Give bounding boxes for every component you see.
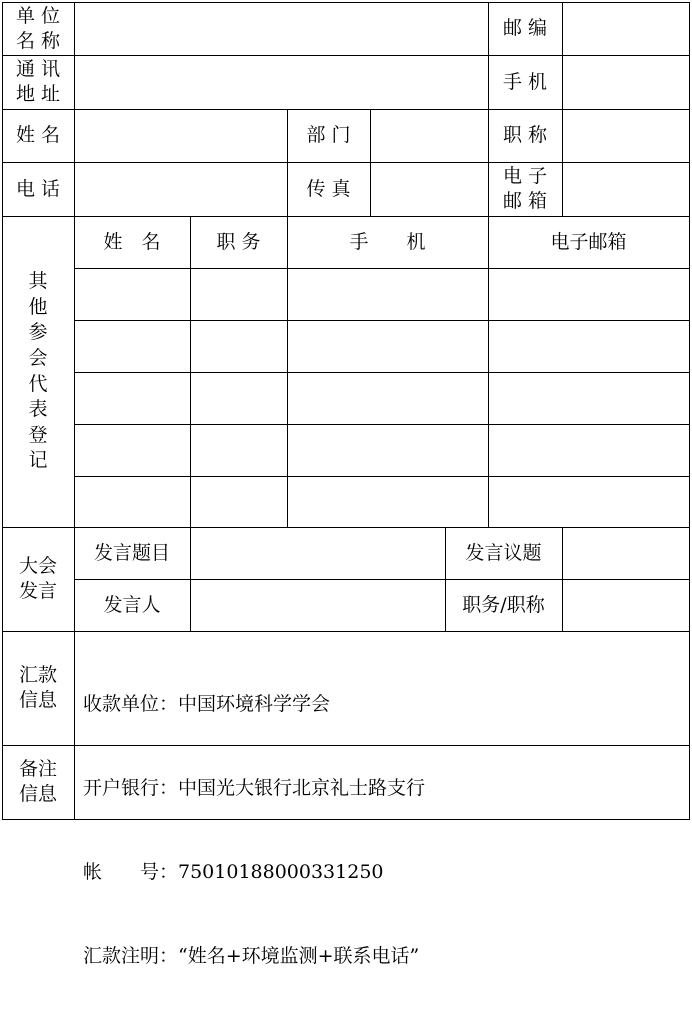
delegate-position-field[interactable] — [191, 321, 286, 371]
section-label-char: 登 — [28, 423, 48, 446]
email-label — [488, 162, 562, 216]
speaker-position-label: 职务/职称 — [462, 593, 545, 616]
org-name-field[interactable] — [75, 3, 487, 54]
speech-label-text: 大会 发言 — [18, 555, 57, 602]
org-name-label-text: 单 位 名 称 — [15, 4, 61, 52]
delegate-email-field[interactable] — [489, 269, 688, 319]
delegate-mobile-field[interactable] — [288, 373, 487, 423]
delegate-email-field[interactable] — [489, 321, 688, 371]
delegate-name-field[interactable] — [75, 425, 189, 475]
section-label-char: 表 — [28, 398, 48, 421]
remittance-info — [83, 634, 425, 1026]
name-field[interactable] — [75, 110, 286, 161]
title-field[interactable] — [563, 110, 689, 161]
delegates-col-name: 姓 名 — [103, 230, 161, 253]
account-text: 帐 号：75010188000331250 — [83, 861, 384, 883]
postcode-field[interactable] — [563, 3, 689, 54]
speech-topic-label: 发言题目 — [93, 541, 170, 564]
delegate-email-field[interactable] — [489, 477, 688, 526]
remittance-label-text: 汇款 信息 — [18, 664, 57, 711]
phone-label: 电 话 — [15, 177, 61, 200]
mobile-label: 手 机 — [502, 70, 548, 93]
address-field[interactable] — [75, 56, 487, 108]
postcode-label: 邮 编 — [502, 17, 548, 40]
remarks-label — [2, 745, 74, 819]
name-label: 姓 名 — [15, 124, 61, 147]
section-label-char: 记 — [28, 449, 48, 472]
speaker-label: 发言人 — [103, 593, 161, 616]
delegate-position-field[interactable] — [191, 373, 286, 423]
section-label-char: 参 — [28, 321, 48, 344]
delegate-name-field[interactable] — [75, 269, 189, 319]
speech-label — [2, 527, 74, 631]
section-label-char: 其 — [28, 269, 48, 292]
delegate-name-field[interactable] — [75, 373, 189, 423]
speech-issue-field[interactable] — [563, 528, 689, 578]
title-label: 职 称 — [502, 124, 548, 147]
phone-field[interactable] — [75, 163, 286, 215]
delegate-position-field[interactable] — [191, 269, 286, 319]
delegate-mobile-field[interactable] — [288, 477, 487, 526]
address-label-text: 通 讯 地 址 — [15, 58, 61, 105]
remittance-label — [2, 631, 74, 745]
delegate-name-field[interactable] — [75, 477, 189, 526]
department-label: 部 门 — [306, 124, 351, 147]
speech-issue-label: 发言议题 — [465, 541, 542, 564]
delegates-col-mobile: 手 机 — [349, 230, 426, 253]
bank-text: 开户银行：中国光大银行北京礼士路支行 — [83, 777, 426, 799]
section-label-char: 会 — [28, 346, 48, 369]
email-label-text: 电 子 邮 箱 — [502, 165, 548, 212]
address-label — [2, 55, 74, 109]
delegate-position-field[interactable] — [191, 425, 286, 475]
payee-text: 收款单位：中国环境科学学会 — [83, 693, 331, 715]
speaker-field[interactable] — [191, 580, 444, 630]
delegate-mobile-field[interactable] — [288, 321, 487, 371]
grid-line — [689, 2, 690, 819]
speech-topic-field[interactable] — [191, 528, 444, 578]
delegate-email-field[interactable] — [489, 425, 688, 475]
remittance-note-text: 汇款注明：“姓名+环境监测+联系电话” — [83, 945, 420, 967]
remarks-label-text: 备注 信息 — [18, 758, 57, 805]
email-field[interactable] — [563, 163, 689, 215]
section-label-char: 代 — [28, 372, 48, 395]
delegates-col-email: 电子邮箱 — [550, 230, 627, 253]
delegate-name-field[interactable] — [75, 321, 189, 371]
grid-line — [2, 631, 690, 632]
fax-label: 传 真 — [306, 177, 351, 200]
department-field[interactable] — [371, 110, 487, 161]
delegates-col-position: 职 务 — [216, 230, 261, 253]
fax-field[interactable] — [371, 163, 487, 215]
other-delegates-label — [2, 216, 74, 527]
delegate-position-field[interactable] — [191, 477, 286, 526]
speaker-position-field[interactable] — [563, 580, 689, 630]
org-name-label — [2, 2, 74, 55]
delegate-mobile-field[interactable] — [288, 425, 487, 475]
delegate-email-field[interactable] — [489, 373, 688, 423]
mobile-field[interactable] — [563, 56, 689, 108]
remarks-field[interactable] — [75, 746, 688, 818]
section-label-char: 他 — [28, 295, 48, 318]
delegate-mobile-field[interactable] — [288, 269, 487, 319]
